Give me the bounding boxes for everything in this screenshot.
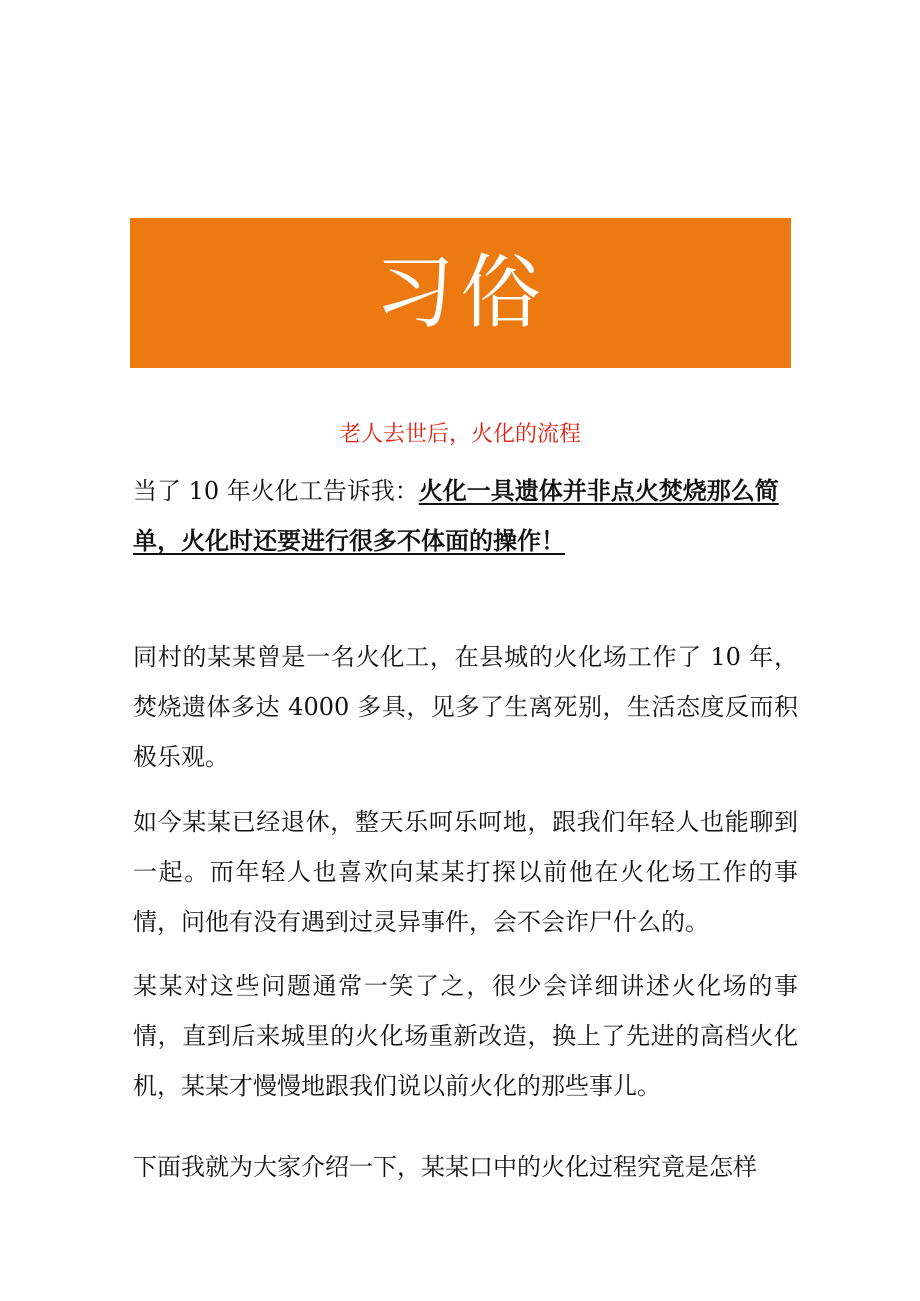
article-subtitle: 老人去世后，火化的流程 bbox=[338, 422, 581, 447]
title-banner bbox=[130, 218, 791, 368]
paragraph: 某某对这些问题通常一笑了之，很少会详细讲述火化场的事情，直到后来城里的火化场重新改造，换上了先进的高档火化机，某某才慢慢地跟我们说以前火化的那些事儿。 bbox=[133, 972, 798, 1100]
paragraph: 下面我就为大家介绍一下，某某口中的火化过程究竟是怎样 bbox=[133, 1153, 757, 1181]
paragraph: 同村的某某曾是一名火化工，在县城的火化场工作了 10 年，焚烧遗体多达 4000 多具，见多了生离死别，生活态度反而积极乐观。 bbox=[133, 643, 798, 771]
banner-title: 习俗 bbox=[374, 246, 547, 339]
article-headline bbox=[133, 466, 798, 566]
headline-emphasis: 火化一具遗体并非点火焚烧那么简单，火化时还要进行很多不体面的操作！ bbox=[133, 477, 779, 555]
paragraph: 如今某某已经退休，整天乐呵乐呵地，跟我们年轻人也能聊到一起。而年轻人也喜欢向某某打探以前他在火化场工作的事情，问他有没有遇到过灵异事件，会不会诈尸什么的。 bbox=[133, 808, 798, 936]
headline-lead: 当了 10 年火化工告诉我： bbox=[133, 477, 419, 505]
